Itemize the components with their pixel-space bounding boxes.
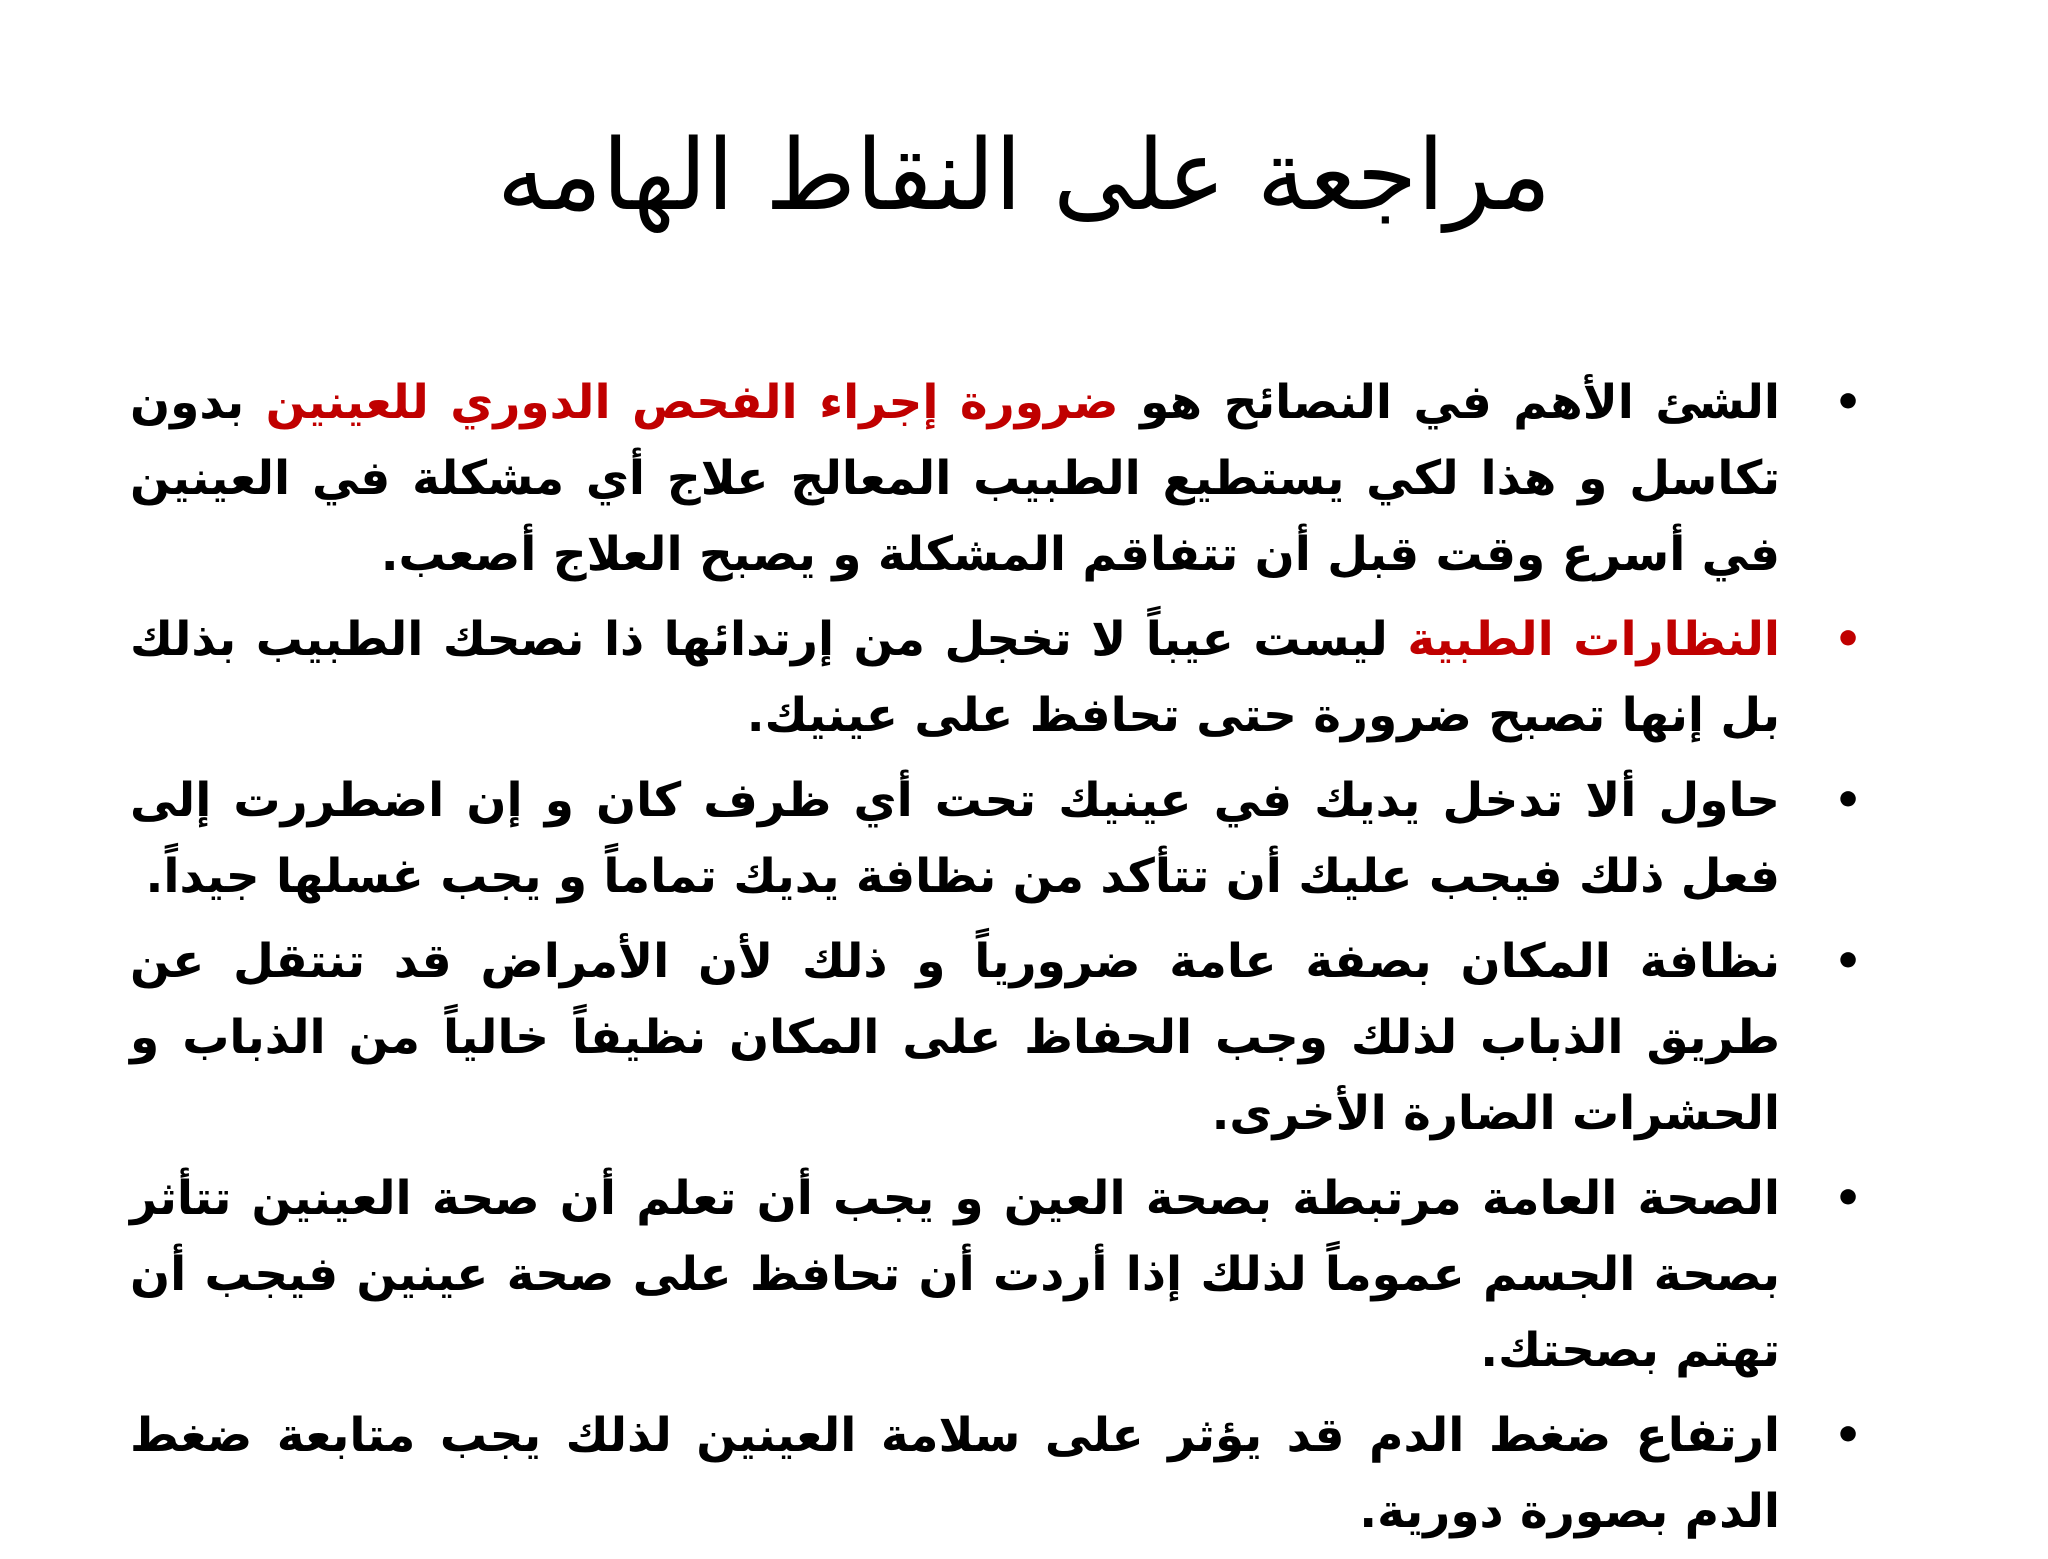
bullet-dot-icon: • [1833,377,1863,428]
bullet-item-general-health [130,1161,1868,1389]
bullet-dot-icon: • [1833,614,1863,665]
bullet-text: حاول ألا تدخل يديك في عينيك تحت أي ظرف كان و إن اضطررت إلى فعل ذلك فيجب عليك أن تتأكد من نظافة يديك تماماً و يجب غسلها جيداً. [130,773,1780,904]
bullet-item-eye-exam [130,365,1868,593]
slide-title: مراجعة على النقاط الهامه [496,119,1552,233]
bullet-dot-icon: • [1833,1410,1863,1461]
bullet-item-blood-pressure [130,1398,1868,1550]
bullet-emphasis: ضرورة إجراء الفحص الدوري للعينين [265,375,1119,430]
bullet-emphasis: النظارات الطبية [1407,612,1780,667]
bullet-item-glasses [130,602,1868,754]
bullet-text-continued: بدون تكاسل و هذا لكي يستطيع الطبيب المعالج علاج أي مشكلة في العينين في أسرع وقت قبل أن تتفاقم المشكلة و يصبح العلاج أصعب. [130,375,1780,582]
bullet-dot-icon: • [1833,775,1863,826]
bullet-text: الصحة العامة مرتبطة بصحة العين و يجب أن تعلم أن صحة العينين تتأثر بصحة الجسم عموماً لذلك إذا أردت أن تحافظ على صحة عينين فيجب أن تهتم بصحتك. [130,1171,1780,1378]
bullet-text: الشئ الأهم في النصائح هو [1118,375,1780,430]
bullet-list [130,365,1868,1559]
bullet-text: نظافة المكان بصفة عامة ضرورياً و ذلك لأن الأمراض قد تنتقل عن طريق الذباب لذلك وجب الحفاظ على المكان نظيفاً خالياً من الذباب و الحشرات الضارة الأخرى. [130,934,1780,1141]
bullet-dot-icon: • [1833,936,1863,987]
bullet-text-continued: ليست عيباً لا تخجل من إرتدائها ذا نصحك الطبيب بذلك بل إنها تصبح ضرورة حتى تحافظ على عينيك. [130,612,1780,743]
bullet-text: ارتفاع ضغط الدم قد يؤثر على سلامة العينين لذلك يجب متابعة ضغط الدم بصورة دورية. [130,1408,1780,1539]
bullet-item-cleanliness [130,924,1868,1152]
bullet-item-hands [130,763,1868,915]
bullet-dot-icon: • [1833,1173,1863,1224]
